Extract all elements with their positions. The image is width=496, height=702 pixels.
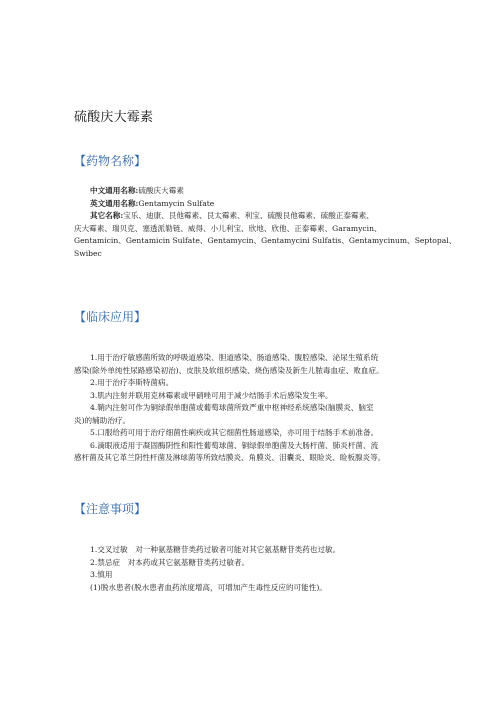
caution-line: 2.禁忌症 对本药或其它氨基糖苷类药过敏者。 [90,557,250,567]
cn-name-line [74,185,424,198]
page-title: 硫酸庆大霉素 [74,110,154,125]
clinical-line: 感杆菌及其它革兰阴性杆菌及淋球菌等所致结膜炎、角膜炎、泪囊炎、眼睑炎、睑板腺炎等。 [74,453,386,462]
names-block [74,185,457,260]
cn-name-label: 中文通用名称: [90,186,139,195]
clinical-line: 6.滴眼液适用于凝固酶阴性和阳性葡萄球菌、铜绿假单胞菌及大肠杆菌、肺炎杆菌、流 [90,440,379,450]
clinical-line: 感染(除外单纯性尿路感染初治)、皮肤及软组织感染、烧伤感染及新生儿脓毒血症、败血症。 [74,365,384,375]
section-heading-names: 【药物名称】 [74,154,147,168]
other-names-line-4: Swibec [74,248,102,258]
cautions-block [74,544,424,594]
other-names-line-1 [74,210,424,223]
other-names-line-2: 庆大霉素、瑞贝克、塞透派勒链、威得、小儿利宝、欣地、欣他、正泰霉素、Garamycin、 [74,223,382,233]
en-name-label: 英文通用名称: [90,198,139,208]
clinical-line: 2.用于治疗李斯特菌病。 [90,378,174,387]
en-name-value: Gentamycin Sulfate [138,198,215,208]
caution-line: (1)脱水患者(脱水患者血药浓度增高，可增加产生毒性反应的可能性)。 [90,582,327,592]
clinical-block [74,352,424,465]
other-names-text-1: 宝乐、迪康、艮他霉素、艮太霉素、利宝、硫酸艮他霉素、硫酸正泰霉素、 [123,211,374,220]
clinical-line: 4.鞘内注射可作为铜绿假单胞菌或葡萄球菌所致严重中枢神经系统感染(脑膜炎、脑室 [90,403,374,412]
section-heading-cautions: 【注意事项】 [74,502,147,516]
en-name-line [74,198,424,211]
clinical-line: 炎)的辅助治疗。 [74,415,131,425]
clinical-line: 3.肌内注射并联用克林霉素或甲硝唑可用于减少结肠手术后感染发生率。 [90,390,333,400]
other-names-label: 其它名称: [90,211,124,220]
caution-line: 1.交叉过敏 对一种氨基糖苷类药过敏者可能对其它氨基糖苷类药也过敏。 [90,545,341,554]
clinical-line: 1.用于治疗敏感菌所致的呼吸道感染、胆道感染、肠道感染、腹腔感染、泌尿生殖系统 [90,353,379,362]
other-names-line-3: Gentamicin、Gentamicin Sulfate、Gentamycin、Gentamycini Sulfatis、Gentamycinum、Septopal、 [74,236,457,245]
cn-name-value: 硫酸庆大霉素 [138,186,184,195]
clinical-line: 5.口服给药可用于治疗细菌性痢疾或其它细菌性肠道感染，亦可用于结肠手术前准备。 [90,428,379,437]
caution-line: 3.慎用 [90,570,113,579]
section-heading-clinical: 【临床应用】 [74,310,147,324]
